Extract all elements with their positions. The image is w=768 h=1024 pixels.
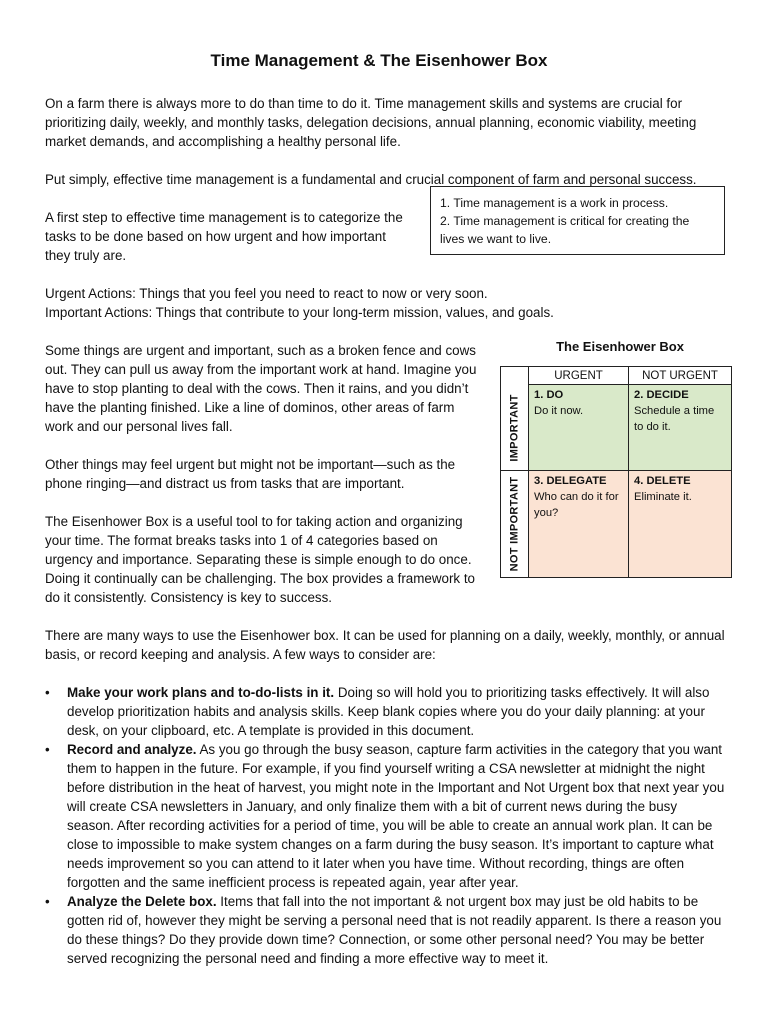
callout-box xyxy=(430,186,725,255)
page-title: Time Management & The Eisenhower Box xyxy=(210,51,548,70)
row-label-not-important: NOT IMPORTANT xyxy=(508,476,520,572)
callout-line-1: 1. Time management is a work in process. xyxy=(440,196,669,210)
other-things-paragraph: Other things may feel urgent but might not be important—such as the phone ringing—and distract us from tasks that are important. xyxy=(45,457,456,491)
bullet-list xyxy=(45,683,725,968)
first-step-paragraph: A first step to effective time management is to categorize the tasks to be done based on how urgent and how important they truly are. xyxy=(45,210,403,263)
some-things-paragraph: Some things are urgent and important, such as a broken fence and cows out. They can pull us away from the important work at hand. Imagine you have to stop planting to deal with the cows. Then it rains, and you didn’t have the planting finished. Like a line of dominos, other areas of farm work and our personal lives fall. xyxy=(45,343,477,434)
cell-delegate xyxy=(529,471,629,577)
cell-delete-text: Eliminate it. xyxy=(634,491,692,503)
eisenhower-box-title: The Eisenhower Box xyxy=(556,339,684,354)
cell-decide xyxy=(629,385,731,471)
cell-delegate-title: 3. DELEGATE xyxy=(534,475,607,487)
simply-paragraph: Put simply, effective time management is a fundamental and crucial component of farm and personal success. xyxy=(45,172,697,187)
list-item xyxy=(45,740,725,892)
definitions xyxy=(45,284,725,322)
col-header-corner xyxy=(501,367,529,385)
cell-do xyxy=(529,385,629,471)
cell-delegate-text: Who can do it for you? xyxy=(534,491,619,519)
document-page xyxy=(45,50,725,968)
cell-do-title: 1. DO xyxy=(534,389,564,401)
col-header-urgent: URGENT xyxy=(529,367,629,385)
col-header-not-urgent: NOT URGENT xyxy=(629,367,731,385)
row-header-not-important xyxy=(501,471,529,577)
bullet-lead: Analyze the Delete box. xyxy=(67,894,217,909)
urgent-definition: Urgent Actions: Things that you feel you need to react to now or very soon. xyxy=(45,286,488,301)
bullet-lead: Make your work plans and to-do-lists in it. xyxy=(67,685,335,700)
list-item xyxy=(45,683,725,740)
cell-decide-text: Schedule a time to do it. xyxy=(634,405,715,433)
bullet-text: As you go through the busy season, capture farm activities in the category that you want them to happen in the future. For example, if you find yourself writing a CSA newsletter at midnight the night before distribution in the heat of harvest, you might note in the Important and Not Urgent box that next year you will create CSA newsletters in January, and only finalize them with a bit of current news during the busy season. After recording activities for a period of time, you will be able to create an annual work plan. It can be close to impossible to make system changes on a farm during the busy season. It’s important to capture what needs improvement so you can attend to it later when you have time. Without recording, things are often forgotten and the same inefficient process is repeated again, year after year. xyxy=(67,742,725,890)
cell-delete xyxy=(629,471,731,577)
cell-delete-title: 4. DELETE xyxy=(634,475,691,487)
cell-decide-title: 2. DECIDE xyxy=(634,389,689,401)
bullet-lead: Record and analyze. xyxy=(67,742,197,757)
list-item xyxy=(45,892,725,968)
tool-paragraph: The Eisenhower Box is a useful tool to for taking action and organizing your time. The format breaks tasks into 1 of 4 categories based on urgency and importance. Separating these is simple enough to do once. Doing it continually can be challenging. The box provides a framework to do it consistently. Consistency is key to success. xyxy=(45,514,475,605)
bullet-text: Doing so will hold you to prioritizing tasks effectively. It will also develop prioritization habits and analysis skills. Keep blank copies where you do your daily planning: at your desk, on your clipboard, etc. A template is provided in this document. xyxy=(67,685,710,738)
callout-line-2: 2. Time management is critical for creating the lives we want to live. xyxy=(440,214,690,246)
intro-paragraph: On a farm there is always more to do than time to do it. Time management skills and systems are crucial for prioritizing daily, weekly, and monthly tasks, delegation decisions, annual planning, economic viability, meeting market demands, and accomplishing a healthy personal life. xyxy=(45,96,697,149)
bullet-text: Items that fall into the not important & not urgent box may just be old habits to be gotten rid of, however they might be serving a personal need that is not readily apparent. Is there a reason you do these things? Do they provide down time? Connection, or some other personal need? You may be better served recognizing the personal need and finding a more effective way to meet it. xyxy=(67,894,722,966)
important-definition: Important Actions: Things that contribute to your long-term mission, values, and goals. xyxy=(45,305,554,320)
ways-paragraph: There are many ways to use the Eisenhower box. It can be used for planning on a daily, weekly, monthly, or annual basis, or record keeping and analysis. A few ways to consider are: xyxy=(45,628,725,662)
cell-do-text: Do it now. xyxy=(534,405,584,417)
row-label-important: IMPORTANT xyxy=(508,393,520,462)
eisenhower-grid xyxy=(500,366,732,578)
row-header-important xyxy=(501,385,529,471)
